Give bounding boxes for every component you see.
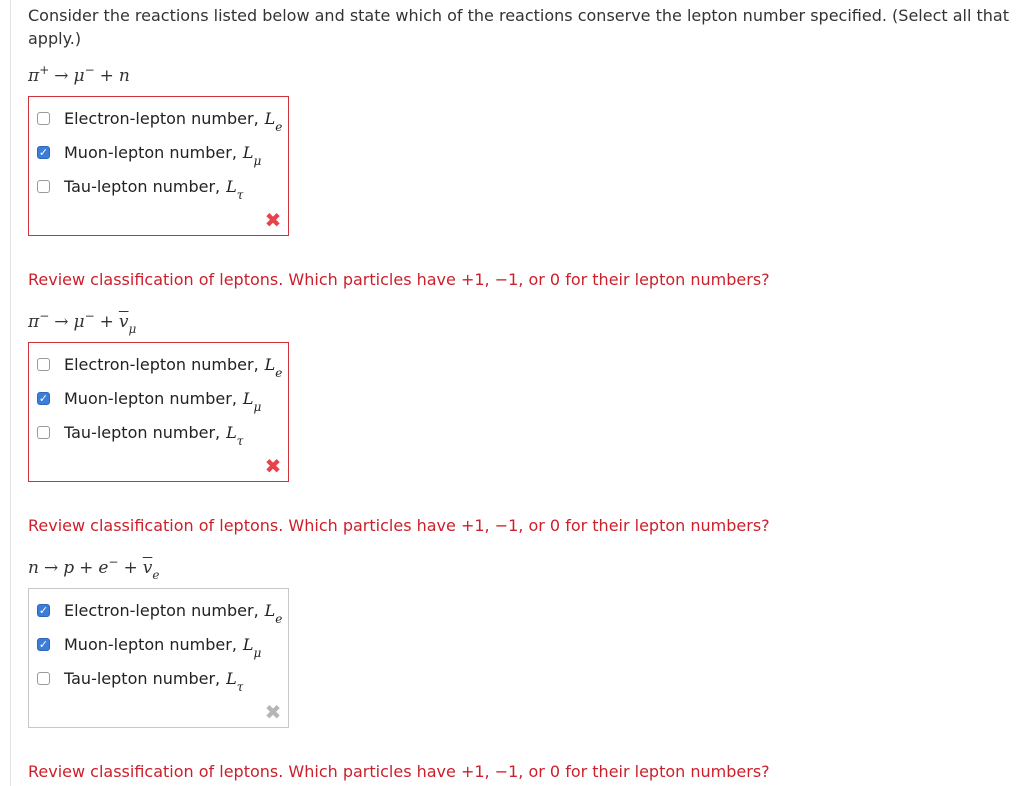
plus: + bbox=[123, 558, 138, 578]
feedback-message: Review classification of leptons. Which particles have +1, −1, or 0 for their lepton numbers? bbox=[28, 516, 770, 535]
checkbox-checked-icon[interactable]: ✓ bbox=[38, 637, 49, 651]
symbol: $L_\tau$ bbox=[226, 176, 244, 202]
symbol: $L_e$ bbox=[264, 354, 283, 380]
arrow: → bbox=[54, 66, 69, 86]
reaction-2-options bbox=[28, 342, 289, 482]
option-electron-lepton[interactable] bbox=[37, 598, 283, 626]
option-label: Electron-lepton number, bbox=[64, 108, 259, 128]
question-prompt: Consider the reactions listed below and state which of the reactions conserve the lepton number specified. (Select all that apply.) bbox=[28, 6, 1009, 48]
charge: − bbox=[84, 309, 95, 323]
checkbox-unchecked-icon[interactable] bbox=[37, 672, 50, 685]
particle-electron: e bbox=[98, 558, 109, 578]
option-label: Muon-lepton number, bbox=[64, 142, 237, 162]
particle-muon: μ bbox=[73, 312, 85, 332]
subscript: e bbox=[152, 568, 160, 582]
checkbox-checked-icon[interactable]: ✓ bbox=[38, 145, 49, 159]
symbol: $L_e$ bbox=[264, 108, 283, 134]
reaction-3-equation bbox=[28, 555, 160, 582]
symbol: $L_\mu$ bbox=[242, 634, 262, 660]
plus: + bbox=[99, 66, 114, 86]
option-muon-lepton[interactable] bbox=[37, 632, 262, 660]
charge: − bbox=[39, 309, 50, 323]
option-label: Electron-lepton number, bbox=[64, 354, 259, 374]
charge: + bbox=[39, 63, 50, 77]
plus: + bbox=[79, 558, 94, 578]
reaction-1-equation bbox=[28, 63, 130, 86]
particle-pion: π bbox=[28, 66, 40, 86]
option-tau-lepton[interactable] bbox=[37, 174, 244, 202]
arrow: → bbox=[43, 558, 59, 578]
subscript: μ bbox=[128, 322, 137, 336]
incorrect-x-icon: ✖ bbox=[264, 208, 282, 232]
particle-pion: π bbox=[28, 312, 40, 332]
reaction-1-options bbox=[28, 96, 289, 236]
option-label: Muon-lepton number, bbox=[64, 388, 237, 408]
option-electron-lepton[interactable] bbox=[37, 106, 283, 134]
option-electron-lepton[interactable] bbox=[37, 352, 283, 380]
particle-antineutrino: $\overline{v}$ bbox=[118, 312, 129, 332]
charge: − bbox=[84, 63, 95, 77]
feedback-message: Review classification of leptons. Which particles have +1, −1, or 0 for their lepton numbers? bbox=[28, 762, 770, 781]
symbol: $L_\mu$ bbox=[242, 142, 262, 168]
particle-proton: p bbox=[63, 558, 75, 578]
option-label: Tau-lepton number, bbox=[64, 422, 221, 442]
option-label: Muon-lepton number, bbox=[64, 634, 237, 654]
x-icon: ✖ bbox=[264, 700, 282, 724]
particle-neutron: n bbox=[28, 558, 39, 578]
symbol: $L_e$ bbox=[264, 600, 283, 626]
charge: − bbox=[108, 555, 119, 569]
option-muon-lepton[interactable] bbox=[37, 386, 262, 414]
particle-muon: μ bbox=[73, 66, 85, 86]
arrow: → bbox=[54, 312, 69, 332]
reaction-2-equation bbox=[28, 309, 137, 336]
checkbox-unchecked-icon[interactable] bbox=[37, 358, 50, 371]
symbol: $L_\tau$ bbox=[226, 668, 244, 694]
plus: + bbox=[99, 312, 114, 332]
reaction-3-options bbox=[28, 588, 289, 728]
option-tau-lepton[interactable] bbox=[37, 666, 244, 694]
feedback-message: Review classification of leptons. Which particles have +1, −1, or 0 for their lepton numbers? bbox=[28, 270, 770, 289]
checkbox-checked-icon[interactable]: ✓ bbox=[38, 391, 49, 405]
option-label: Tau-lepton number, bbox=[64, 176, 221, 196]
particle-antineutrino: $\overline{v}$ bbox=[142, 558, 153, 578]
option-muon-lepton[interactable] bbox=[37, 140, 262, 168]
option-label: Tau-lepton number, bbox=[64, 668, 221, 688]
checkbox-unchecked-icon[interactable] bbox=[37, 426, 50, 439]
particle-neutron: n bbox=[118, 66, 130, 86]
checkbox-unchecked-icon[interactable] bbox=[37, 180, 50, 193]
checkbox-checked-icon[interactable]: ✓ bbox=[38, 603, 49, 617]
checkbox-unchecked-icon[interactable] bbox=[37, 112, 50, 125]
option-label: Electron-lepton number, bbox=[64, 600, 259, 620]
symbol: $L_\mu$ bbox=[242, 388, 262, 414]
symbol: $L_\tau$ bbox=[226, 422, 244, 448]
incorrect-x-icon: ✖ bbox=[264, 454, 282, 478]
option-tau-lepton[interactable] bbox=[37, 420, 244, 448]
left-divider bbox=[10, 0, 11, 786]
